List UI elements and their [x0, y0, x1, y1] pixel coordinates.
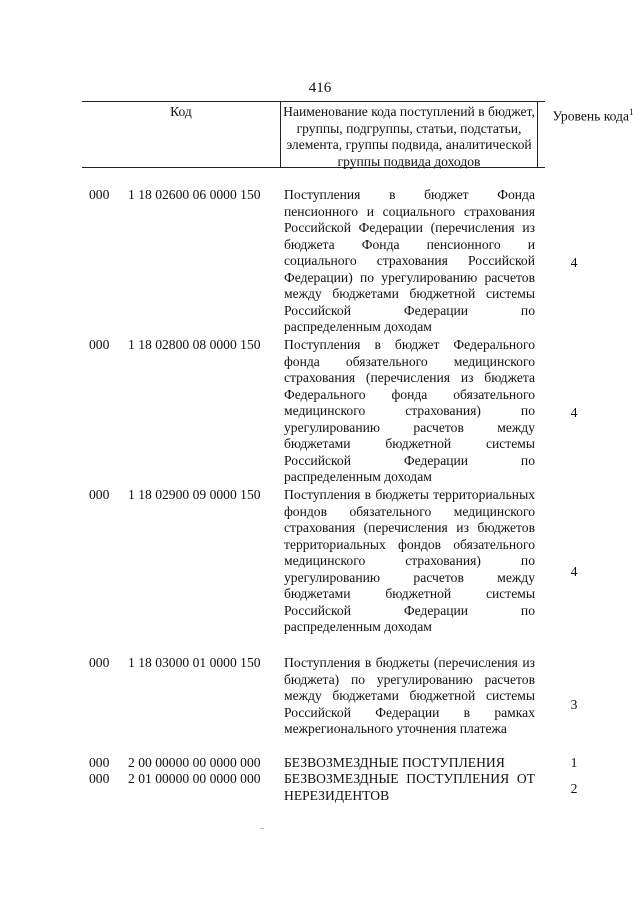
code-level: 2 — [570, 781, 578, 796]
revenue-code: 2 00 00000 00 0000 000 — [128, 755, 261, 770]
revenue-name: Поступления в бюджеты (перечисления из бюджета) по урегулированию расчетов между бюджетами бюджетной системы Российской Федерации в рамках межрегионального уточнения платежа — [284, 655, 535, 736]
revenue-name: БЕЗВОЗМЕЗДНЫЕ ПОСТУПЛЕНИЯ ОТ НЕРЕЗИДЕНТОВ — [284, 771, 535, 803]
header-name: Наименование кода поступлений в бюджет, группы, подгруппы, статьи, подстатьи, элемента, группы подвида, аналитической группы подвида доходов — [280, 102, 538, 167]
revenue-code: 2 01 00000 00 0000 000 — [128, 771, 261, 786]
code-level: 4 — [570, 255, 578, 270]
header-level-footnote: 1 — [629, 107, 634, 117]
admin-code: 000 — [89, 655, 110, 670]
revenue-name: Поступления в бюджеты территориальных фондов обязательного медицинского страхования (перечисления из бюджетов территориальных фондов обязательного медицинского страхования) по урегулированию расчетов между бюджетами бюджетной системы Российской Федерации по распределенным доходам — [284, 487, 535, 634]
code-level: 4 — [570, 564, 578, 579]
page-number: 416 — [308, 80, 332, 96]
admin-code: 000 — [89, 337, 110, 352]
revenue-name: Поступления в бюджет Федерального фонда обязательного медицинского страхования (перечисления из бюджета Федерального фонда обязательного медицинского страхования) по урегулированию расчетов между бюджетами бюджетной системы Российской Федерации по распределенным доходам — [284, 337, 535, 484]
header-code: Код — [170, 104, 192, 119]
revenue-code: 1 18 03000 01 0000 150 — [128, 655, 261, 670]
header-level — [538, 102, 640, 167]
revenue-name: БЕЗВОЗМЕЗДНЫЕ ПОСТУПЛЕНИЯ — [284, 755, 505, 770]
table-header — [82, 101, 634, 169]
code-level: 4 — [570, 405, 578, 420]
admin-code: 000 — [89, 187, 110, 202]
revenue-code: 1 18 02600 06 0000 150 — [128, 187, 261, 202]
revenue-name: Поступления в бюджет Фонда пенсионного и социального страхования Российской Федерации (перечисления из бюджета Фонда пенсионного и социального страхования Российской Федерации) по урегулированию расчетов между бюджетами бюджетной системы Российской Федерации по распределенным доходам — [284, 187, 535, 334]
revenue-code: 1 18 02900 09 0000 150 — [128, 487, 261, 502]
code-level: 3 — [570, 697, 578, 712]
header-level-label: Уровень кода — [552, 108, 630, 124]
scan-artifact — [260, 828, 264, 829]
admin-code: 000 — [89, 487, 110, 502]
admin-code: 000 — [89, 771, 110, 786]
admin-code: 000 — [89, 755, 110, 770]
revenue-code: 1 18 02800 08 0000 150 — [128, 337, 261, 352]
code-level: 1 — [570, 755, 578, 770]
